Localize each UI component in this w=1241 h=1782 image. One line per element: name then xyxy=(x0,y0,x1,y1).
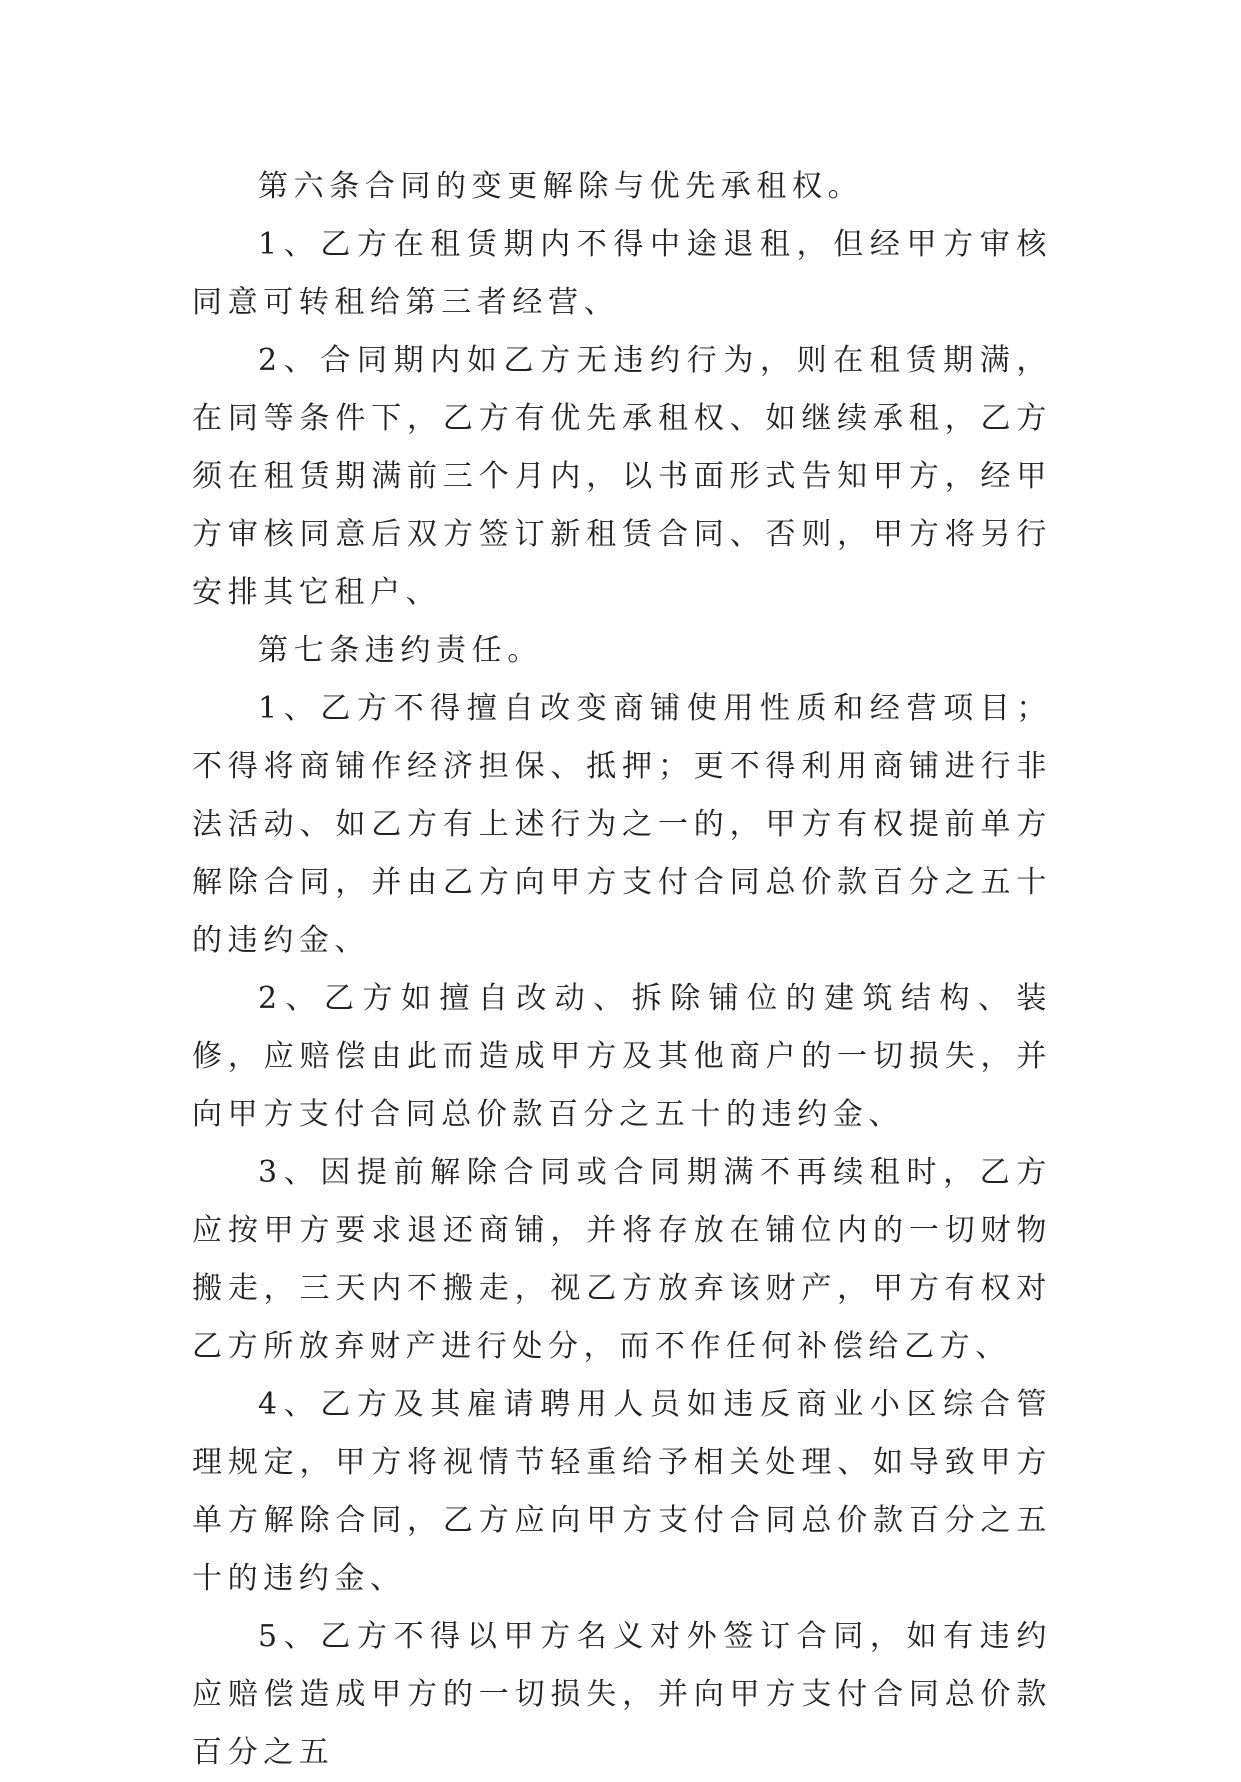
paragraph-article-7-item-2: 2、乙方如擅自改动、拆除铺位的建筑结构、装修，应赔偿由此而造成甲方及其他商户的一切损失，并向甲方支付合同总价款百分之五十的违约金、 xyxy=(192,981,1052,1132)
paragraph-article-6-heading: 第六条合同的变更解除与优先承租权。 xyxy=(258,169,864,204)
paragraph-article-7-item-5: 5、乙方不得以甲方名义对外签订合同，如有违约应赔偿造成甲方的一切损失，并向甲方支付合同总价款百分之五 xyxy=(192,1619,1052,1770)
document-body xyxy=(192,158,1052,1782)
paragraph-article-7-item-1: 1、乙方不得擅自改变商铺使用性质和经营项目；不得将商铺作经济担保、抵押；更不得利用商铺进行非法活动、如乙方有上述行为之一的，甲方有权提前单方解除合同，并由乙方向甲方支付合同总价款百分之五十的违约金、 xyxy=(192,691,1052,958)
paragraph-article-6-item-1: 1、乙方在租赁期内不得中途退租，但经甲方审核同意可转租给第三者经营、 xyxy=(192,227,1052,320)
paragraph-article-7-item-3: 3、因提前解除合同或合同期满不再续租时，乙方应按甲方要求退还商铺，并将存放在铺位内的一切财物搬走，三天内不搬走，视乙方放弃该财产，甲方有权对乙方所放弃财产进行处分，而不作任何补偿给乙方、 xyxy=(192,1155,1052,1364)
paragraph-article-7-item-4: 4、乙方及其雇请聘用人员如违反商业小区综合管理规定，甲方将视情节轻重给予相关处理、如导致甲方单方解除合同，乙方应向甲方支付合同总价款百分之五十的违约金、 xyxy=(192,1387,1052,1596)
paragraph-article-7-heading: 第七条违约责任。 xyxy=(258,633,543,668)
paragraph-article-6-item-2: 2、合同期内如乙方无违约行为，则在租赁期满，在同等条件下，乙方有优先承租权、如继续承租，乙方须在租赁期满前三个月内，以书面形式告知甲方，经甲方审核同意后双方签订新租赁合同、否则，甲方将另行安排其它租户、 xyxy=(192,343,1052,610)
